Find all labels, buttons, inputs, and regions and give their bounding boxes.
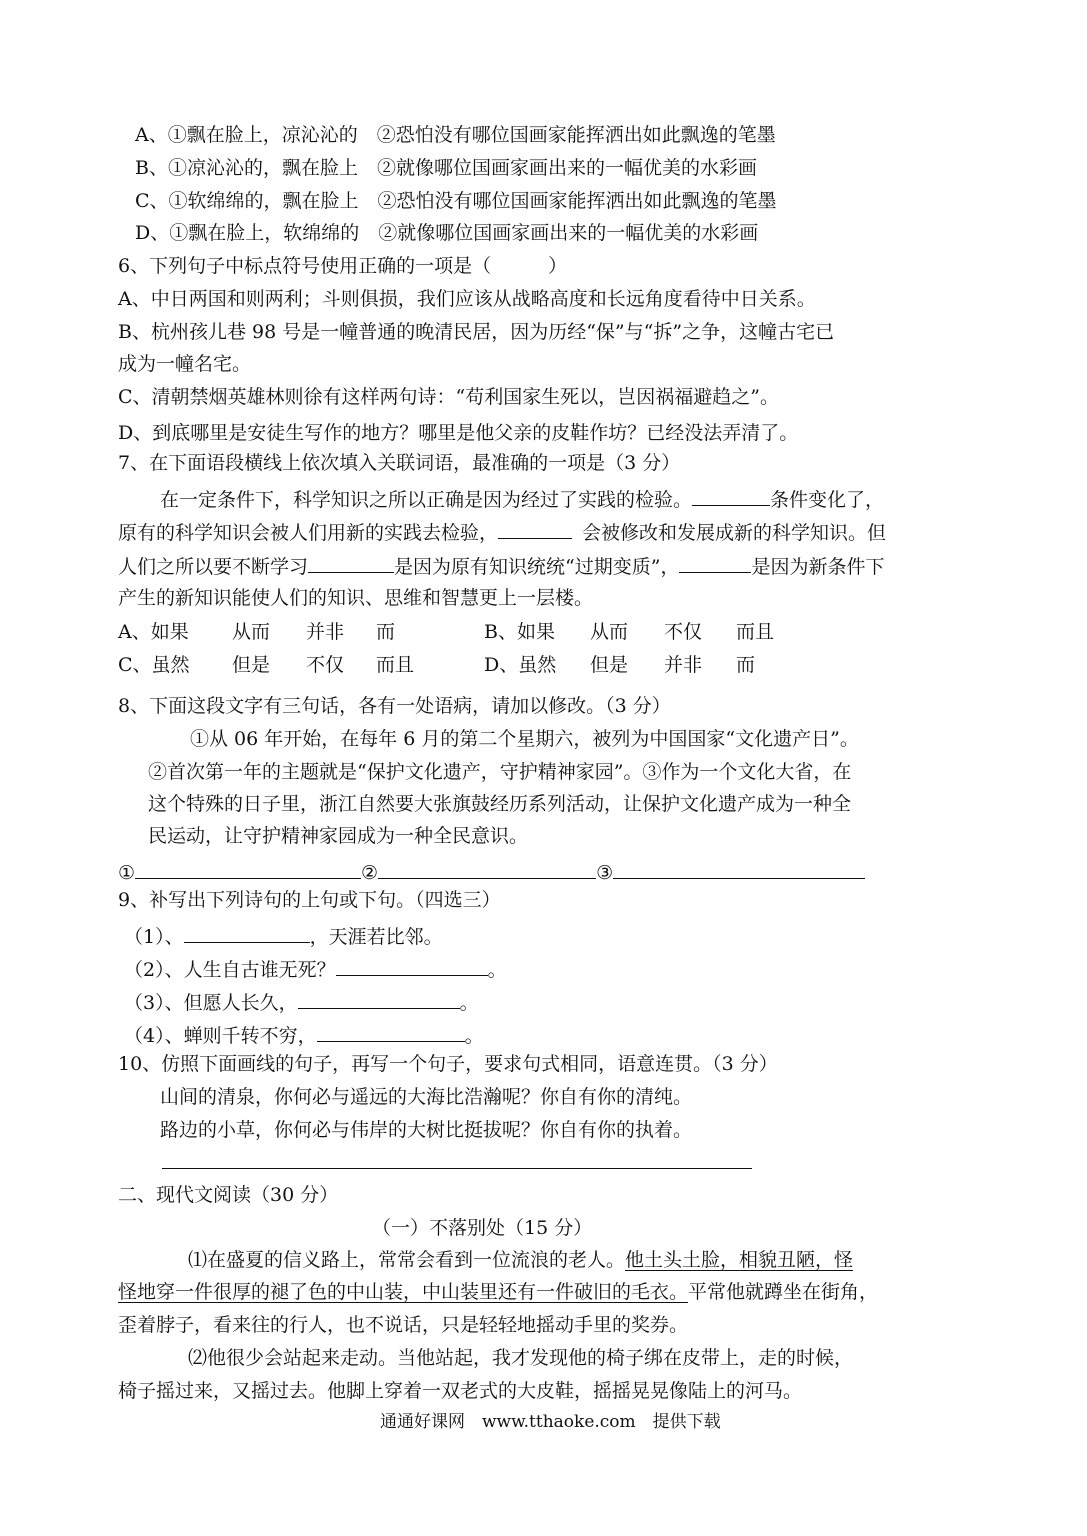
q7-text-1b: 条件变化了，: [770, 489, 885, 511]
q8-answer-blank-3[interactable]: [613, 856, 865, 879]
reading-text: 平常他就蹲坐在街角，: [688, 1281, 879, 1303]
q8-answer-blank-1[interactable]: [135, 856, 361, 879]
q7-option-b-4: 而且: [736, 621, 775, 643]
q7-blank-2[interactable]: [498, 516, 572, 539]
q7-passage-line1: [160, 483, 884, 514]
q5-option-c: C、①软绵绵的，飘在脸上 ②恐怕没有哪位国画家能挥洒出如此飘逸的笔墨: [135, 190, 777, 212]
q6-option-d: D、到底哪里是安徒生写作的地方？哪里是他父亲的皮鞋作坊？已经没法弄清了。: [118, 422, 799, 444]
q5-option-a: A、①飘在脸上，凉沁沁的 ②恐怕没有哪位国画家能挥洒出如此飘逸的笔墨: [135, 124, 776, 146]
q7-option-b-1: B、如果: [484, 621, 555, 643]
q9-item-3-text: （3）、但愿人长久，: [124, 992, 298, 1014]
q8-answer-row: [118, 856, 865, 887]
q7-options-row1: [118, 618, 774, 646]
q7-passage-line3: [118, 550, 884, 581]
underlined-text: 他土头土脸，相貌丑陋，怪: [625, 1249, 854, 1271]
q8-text-line2: ②首次第一年的主题就是“保护文化遗产，守护精神家园”。③作为一个文化大省，在: [148, 761, 852, 783]
q7-option-b-3: 不仅: [664, 621, 703, 643]
q7-option-d-3: 并非: [664, 654, 703, 676]
q6-option-a: A、中日两国和则两利；斗则俱损，我们应该从战略高度和长远角度看待中日关系。: [118, 288, 816, 310]
q7-option-c-4: 而且: [376, 654, 415, 676]
q6-option-c: C、清朝禁烟英雄林则徐有这样两句诗：“苟利国家生死以，岂因祸福避趋之”。: [118, 386, 779, 408]
reading-text: ⑴在盛夏的信义路上，常常会看到一位流浪的老人。: [188, 1249, 626, 1271]
q8-text-line3: 这个特殊的日子里，浙江自然要大张旗鼓经历系列活动，让保护文化遗产成为一种全: [148, 793, 852, 815]
q9-blank-3[interactable]: [298, 986, 460, 1009]
reading-para-2-line1: ⑵他很少会站起来走动。当他站起，我才发现他的椅子绑在皮带上，走的时候，: [188, 1347, 854, 1369]
reading-para-1-line2: [118, 1278, 878, 1306]
reading-para-2-line2: 椅子摇过来，又摇过去。他脚上穿着一双老式的大皮鞋，摇摇晃晃像陆上的河马。: [118, 1380, 803, 1402]
q8-text-line1: ①从 06 年开始，在每年 6 月的第二个星期六，被列为中国国家“文化遗产日”。: [190, 728, 859, 750]
q7-option-a-4: 而: [376, 621, 396, 643]
q9-item-2-end: 。: [487, 959, 507, 981]
q7-blank-3[interactable]: [308, 550, 394, 573]
q7-blank-4[interactable]: [679, 550, 751, 573]
q7-text-1a: 在一定条件下，科学知识之所以正确是因为经过了实践的检验。: [160, 489, 693, 511]
q7-option-d-2: 但是: [590, 654, 629, 676]
q7-options-row2: [118, 651, 755, 679]
q9-item-1-text: ，天涯若比邻。: [309, 926, 443, 948]
q9-blank-4[interactable]: [317, 1019, 465, 1042]
q9-item-3-end: 。: [459, 992, 479, 1014]
reading-para-1-line3: 歪着脖子，看来往的行人，也不说话，只是轻轻地摇动手里的奖券。: [118, 1314, 689, 1336]
q9-blank-1[interactable]: [184, 920, 310, 943]
q9-blank-2[interactable]: [336, 953, 488, 976]
q7-option-d-4: 而: [736, 654, 756, 676]
footer-source: 通通好课网 www.tthaoke.com 提供下载: [380, 1412, 721, 1432]
section-2-subtitle: （一）不落别处（15 分）: [372, 1217, 593, 1239]
underlined-text: 怪地穿一件很厚的褪了色的中山装，中山装里还有一件破旧的毛衣。: [118, 1281, 689, 1303]
q7-text-3a: 人们之所以要不断学习: [118, 556, 309, 578]
q9-item-2-text: （2）、人生自古谁无死？: [124, 959, 336, 981]
q7-option-c-2: 但是: [232, 654, 271, 676]
q9-stem: 9、补写出下列诗句的上句或下句。（四选三）: [118, 889, 501, 911]
q8-answer-marker-3: ③: [596, 862, 614, 884]
q7-blank-1[interactable]: [692, 483, 770, 506]
q10-example-2: 路边的小草，你何必与伟岸的大树比挺拔呢？你自有你的执着。: [160, 1119, 693, 1141]
q5-option-b: B、①凉沁沁的，飘在脸上 ②就像哪位国画家画出来的一幅优美的水彩画: [135, 157, 757, 179]
q8-stem: 8、下面这段文字有三句话，各有一处语病，请加以修改。（3 分）: [118, 695, 671, 717]
q7-option-b-2: 从而: [590, 621, 629, 643]
q7-text-3c: 是因为新条件下: [751, 556, 885, 578]
q7-stem: 7、在下面语段横线上依次填入关联词语，最准确的一项是（3 分）: [118, 452, 681, 474]
reading-para-1-line1: [188, 1246, 853, 1274]
q7-option-c-1: C、虽然: [118, 654, 190, 676]
q10-example-1: 山间的清泉，你何必与遥远的大海比浩瀚呢？你自有你的清纯。: [160, 1086, 693, 1108]
q7-text-3b: 是因为原有知识统统“过期变质”，: [394, 556, 680, 578]
q6-option-b-line1: B、杭州孩儿巷 98 号是一幢普通的晚清民居，因为历经“保”与“拆”之争，这幢古宅已: [118, 321, 835, 343]
q9-item-1: [124, 920, 443, 951]
q8-answer-blank-2[interactable]: [378, 856, 596, 879]
q8-answer-marker-2: ②: [361, 862, 379, 884]
q9-item-4-end: 。: [464, 1025, 484, 1047]
q6-option-b-line2: 成为一幢名宅。: [118, 353, 252, 375]
q7-passage-line4: 产生的新知识能使人们的知识、思维和智慧更上一层楼。: [118, 587, 594, 609]
q6-stem: 6、下列句子中标点符号使用正确的一项是（ ）: [118, 255, 568, 277]
q7-option-c-3: 不仅: [306, 654, 345, 676]
q9-item-1-label: （1）、: [124, 926, 184, 948]
q7-text-2a: 原有的科学知识会被人们用新的实践去检验，: [118, 522, 499, 544]
q5-option-d: D、①飘在脸上，软绵绵的 ②就像哪位国画家画出来的一幅优美的水彩画: [135, 222, 759, 244]
q9-item-2: [124, 953, 507, 984]
section-2-title: 二、现代文阅读（30 分）: [118, 1184, 339, 1206]
q10-stem: 10、仿照下面画线的句子，再写一个句子，要求句式相同，语意连贯。（3 分）: [118, 1053, 778, 1075]
q7-option-a-3: 并非: [306, 621, 345, 643]
q7-passage-line2: [118, 516, 886, 547]
q7-option-a-1: A、如果: [118, 621, 189, 643]
q7-text-2b: 会被修改和发展成新的科学知识。但: [582, 522, 887, 544]
q9-item-4-text: （4）、蝉则千转不穷，: [124, 1025, 317, 1047]
q7-option-d-1: D、虽然: [484, 654, 557, 676]
q8-answer-marker-1: ①: [118, 862, 136, 884]
q9-item-3: [124, 986, 479, 1017]
q9-item-4: [124, 1019, 484, 1050]
q10-answer-line[interactable]: [162, 1168, 752, 1169]
q8-text-line4: 民运动，让守护精神家园成为一种全民意识。: [148, 825, 529, 847]
q7-option-a-2: 从而: [232, 621, 271, 643]
